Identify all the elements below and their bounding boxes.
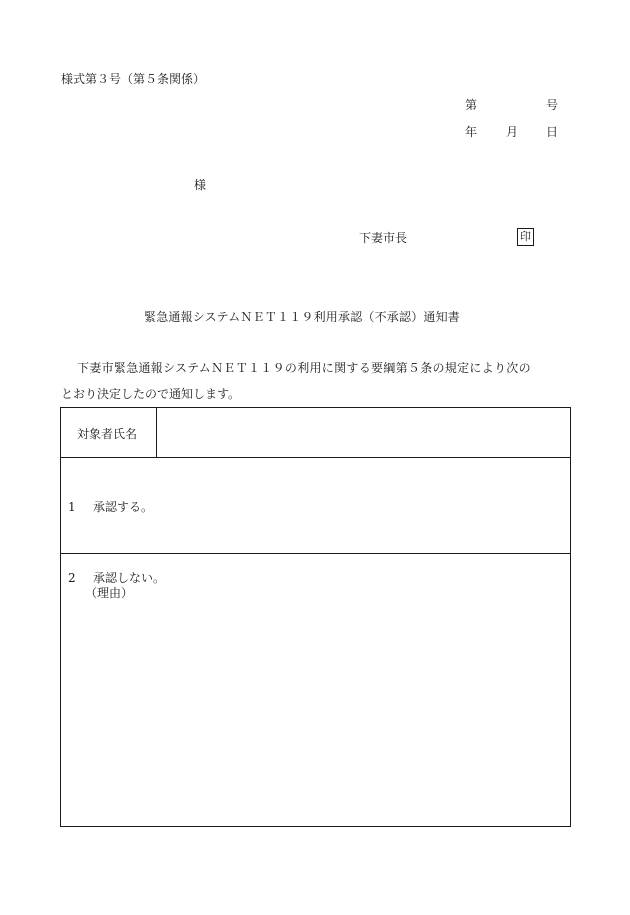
body-text-line-2: とおり決定したので通知します。 [61, 387, 241, 401]
issuer-name: 下妻市長 [359, 231, 408, 245]
approve-option-number: 1 [68, 500, 76, 514]
target-person-label-cell [61, 408, 157, 457]
document-number-suffix: 号 [546, 98, 559, 112]
date-day-label: 日 [546, 125, 559, 139]
date-year-label: 年 [465, 125, 478, 139]
target-person-label: 対象者氏名 [77, 427, 138, 441]
form-number: 様式第３号（第５条関係） [61, 72, 206, 86]
seal-mark: 印 [517, 228, 534, 246]
date-month-label: 月 [506, 125, 519, 139]
target-person-row [61, 408, 570, 458]
reason-label: （理由） [85, 586, 134, 600]
target-person-name-field[interactable] [157, 408, 570, 457]
deny-option-text: 承認しない。 [93, 571, 166, 585]
body-text-line-1: 下妻市緊急通報システムＮＥＴ１１９の利用に関する要綱第５条の規定により次の [77, 361, 531, 375]
decision-form-table [60, 407, 571, 827]
approve-option-row [61, 458, 570, 554]
document-number-prefix: 第 [465, 98, 478, 112]
document-title: 緊急通報システムＮＥＴ１１９利用承認（不承認）通知書 [144, 310, 461, 324]
approve-option-text: 承認する。 [93, 500, 154, 514]
deny-option-number: 2 [68, 571, 76, 585]
deny-option-row [61, 554, 570, 826]
addressee-honorific: 様 [194, 178, 207, 192]
